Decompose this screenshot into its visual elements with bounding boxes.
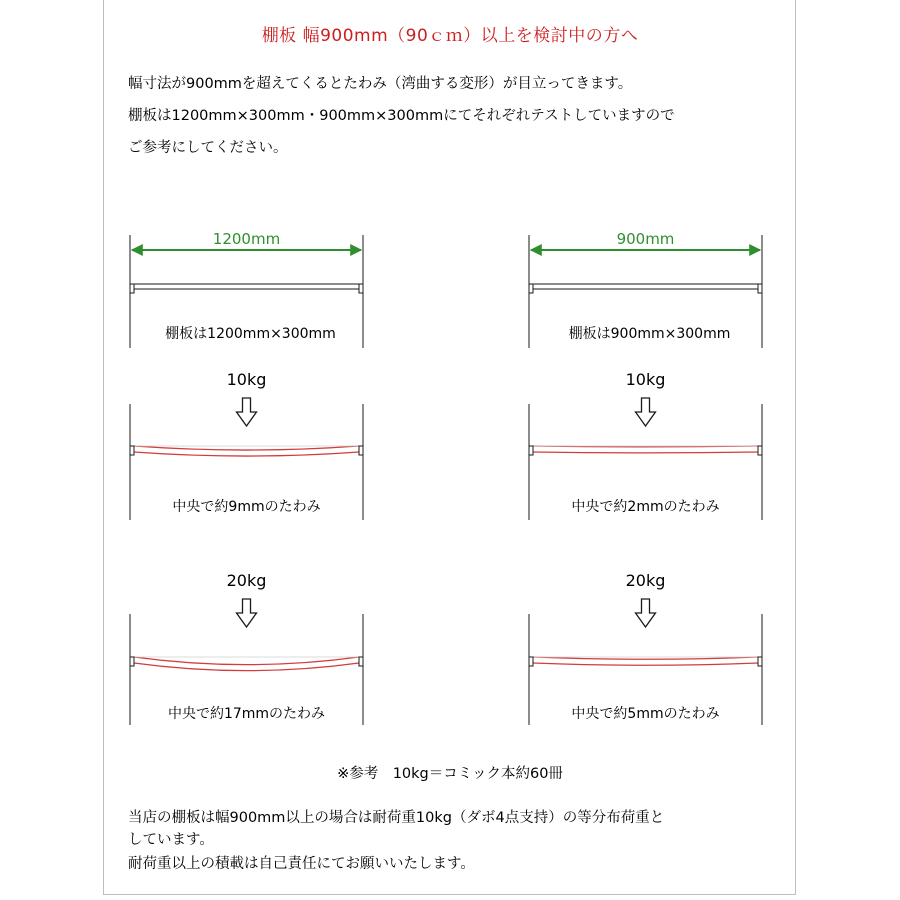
deflected-shelf-top [134, 446, 359, 450]
shelf-pin-left [130, 446, 134, 455]
shelf-pin-left [130, 657, 134, 666]
intro-line-2: 棚板は1200mm×300mm・900mm×300mmにてそれぞれテストしていますので [128, 108, 675, 124]
load-arrow-down-icon [636, 599, 656, 627]
shelf-board [134, 284, 359, 289]
shelf-size-label: 棚板は900mm×300mm [568, 326, 731, 342]
load-label: 20kg [625, 571, 666, 590]
load-label: 20kg [226, 571, 267, 590]
deflected-shelf-bottom [533, 452, 758, 453]
deflected-shelf-bottom [533, 663, 758, 665]
intro-line-3: ご参考にしてください。 [128, 140, 288, 156]
load-label: 10kg [226, 370, 267, 389]
shelf-pin-right [758, 284, 762, 293]
deflected-shelf-top [134, 657, 359, 665]
width-dimension-label-1200mm: 1200mm [212, 230, 281, 248]
intro-line-1: 幅寸法が900mmを超えてくるとたわみ（湾曲する変形）が目立ってきます。 [128, 76, 633, 92]
deflection-result-label: 中央で約9mmのたわみ [172, 499, 321, 515]
width-dimension-label-900mm: 900mm [616, 230, 675, 248]
shelf-pin-right [359, 446, 363, 455]
load-arrow-down-icon [237, 398, 257, 426]
deflection-result-label: 中央で約2mmのたわみ [571, 499, 720, 515]
shelf-pin-right [359, 284, 363, 293]
shelf-pin-left [130, 284, 134, 293]
load-label: 10kg [625, 370, 666, 389]
deflected-shelf-bottom [134, 452, 359, 456]
reference-note: ※参考 10kg＝コミック本約60冊 [337, 766, 563, 782]
footer-line-3: 耐荷重以上の積載は自己責任にてお願いいたします。 [128, 856, 475, 872]
deflection-result-label: 中央で約5mmのたわみ [571, 706, 720, 722]
load-arrow-down-icon [237, 599, 257, 627]
shelf-pin-left [529, 284, 533, 293]
shelf-pin-right [758, 657, 762, 666]
shelf-pin-right [359, 657, 363, 666]
footer-line-1: 当店の棚板は幅900mm以上の場合は耐荷重10kg（ダボ4点支持）の等分布荷重と [128, 810, 665, 826]
page-title: 棚板 幅900mm（90ｃｍ）以上を検討中の方へ [261, 26, 639, 46]
shelf-size-label: 棚板は1200mm×300mm [165, 326, 336, 342]
shelf-board [533, 284, 758, 289]
deflection-result-label: 中央で約17mmのたわみ [167, 706, 326, 722]
shelf-pin-left [529, 657, 533, 666]
shelf-pin-right [758, 446, 762, 455]
load-arrow-down-icon [636, 398, 656, 426]
footer-line-2: しています。 [128, 832, 214, 848]
shelf-pin-left [529, 446, 533, 455]
